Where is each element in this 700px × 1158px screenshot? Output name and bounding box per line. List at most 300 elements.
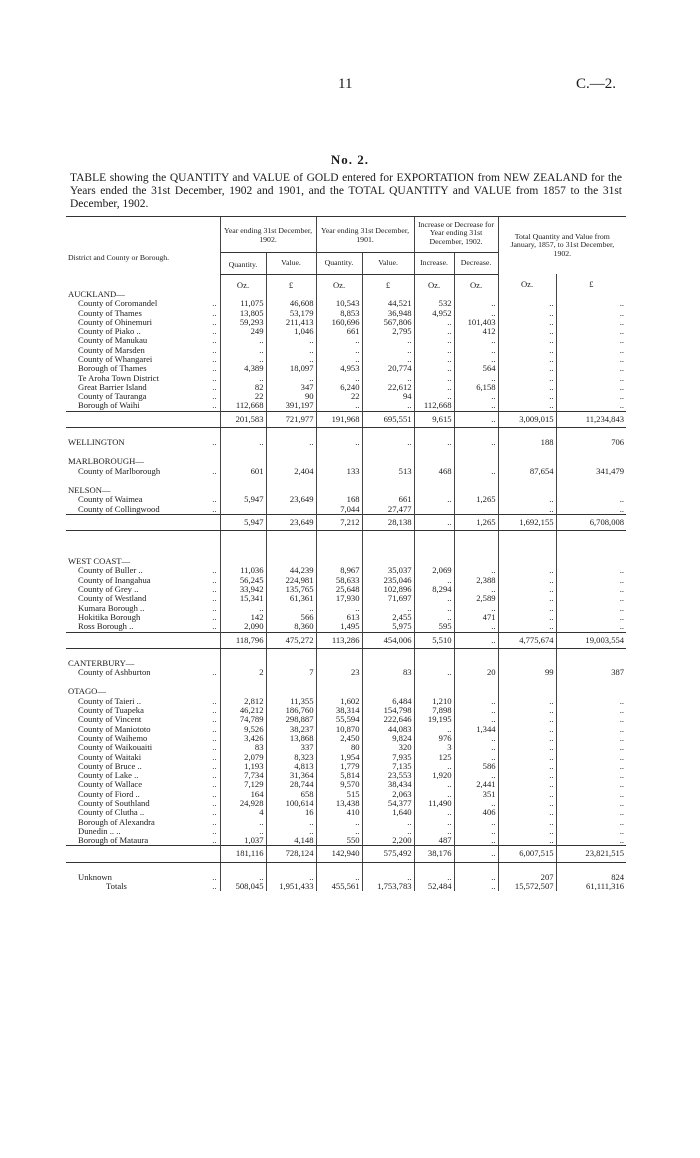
row-value: 1,046 <box>266 327 316 336</box>
row-value: 38,434 <box>362 780 414 789</box>
spacer-cell <box>498 476 556 486</box>
row-label: Borough of Thames <box>78 364 147 374</box>
row-value: .. <box>556 780 626 789</box>
row-label: Hokitika Borough <box>78 612 141 622</box>
row-value: .. <box>556 753 626 762</box>
table-row <box>66 355 626 364</box>
row-value: 1,951,433 <box>266 882 316 891</box>
row-value: .. <box>266 818 316 827</box>
row-value: 976 <box>414 734 454 743</box>
paper-reference: C.—2. <box>576 76 617 92</box>
spacer-cell <box>362 531 414 558</box>
spacer-cell <box>362 648 414 659</box>
table-row <box>66 336 626 345</box>
row-value: 222,646 <box>362 715 414 724</box>
row-value: 412 <box>454 327 498 336</box>
table-title: No. 2. <box>330 152 370 167</box>
row-value: .. <box>316 827 362 836</box>
row-value: 1,193 <box>220 762 266 771</box>
page-number: 11 <box>338 76 353 92</box>
row-value: .. <box>454 585 498 594</box>
row-value: .. <box>220 827 266 836</box>
row-value: .. <box>414 873 454 882</box>
spacer-cell <box>556 428 626 439</box>
row-value: .. <box>220 346 266 355</box>
spacer-cell <box>454 648 498 659</box>
heading-cell <box>414 457 454 466</box>
row-value: .. <box>362 401 414 411</box>
header-year-1901: Year ending 31st December, 1901. <box>316 217 414 253</box>
spacer-cell <box>66 447 206 457</box>
heading-cell <box>414 486 454 495</box>
row-value: 27,477 <box>362 505 414 515</box>
spacer-cell <box>66 648 206 659</box>
row-value: 13,868 <box>266 734 316 743</box>
row-value: 5,510 <box>414 632 454 648</box>
spacer-row <box>66 648 626 659</box>
row-value: .. <box>414 808 454 817</box>
heading-cell <box>362 486 414 495</box>
row-value: 83 <box>362 668 414 677</box>
header-total: Total Quantity and Value from January, 1857, to 31st December, 1902. <box>498 217 626 275</box>
row-value: 10,543 <box>316 299 362 308</box>
row-value: .. <box>498 780 556 789</box>
row-leader <box>206 632 220 648</box>
spacer-cell <box>220 428 266 439</box>
row-value: .. <box>414 780 454 789</box>
row-value: 658 <box>266 790 316 799</box>
row-value: .. <box>498 355 556 364</box>
heading-cell <box>454 687 498 696</box>
heading-cell <box>220 486 266 495</box>
table-row <box>66 309 626 318</box>
table-row <box>66 327 626 336</box>
row-value: 55,594 <box>316 715 362 724</box>
row-value: .. <box>454 743 498 752</box>
table-row <box>66 753 626 762</box>
heading-cell <box>266 659 316 668</box>
row-leader: .. <box>212 808 217 818</box>
row-value: 94 <box>362 392 414 401</box>
row-value: 135,765 <box>266 585 316 594</box>
spacer-cell <box>266 476 316 486</box>
header-quantity-1902: Quantity. <box>220 253 266 274</box>
row-value: 721,977 <box>266 411 316 427</box>
row-value: .. <box>454 846 498 862</box>
row-value: .. <box>414 318 454 327</box>
spacer-cell <box>316 648 362 659</box>
table-row <box>66 762 626 771</box>
row-value: 7 <box>266 668 316 677</box>
row-value: .. <box>556 604 626 613</box>
row-value: 118,796 <box>220 632 266 648</box>
heading-cell <box>414 290 454 299</box>
row-value: 112,668 <box>220 401 266 411</box>
row-value: .. <box>414 818 454 827</box>
spacer-cell <box>362 677 414 687</box>
heading-cell <box>316 687 362 696</box>
row-value: .. <box>556 576 626 585</box>
row-value: 298,887 <box>266 715 316 724</box>
heading-cell <box>206 557 220 566</box>
row-value: .. <box>414 355 454 364</box>
spacer-cell <box>556 447 626 457</box>
row-value: .. <box>498 327 556 336</box>
row-value: 3 <box>414 743 454 752</box>
row-leader: .. <box>212 504 217 514</box>
row-value: 154,798 <box>362 706 414 715</box>
spacer-cell <box>206 428 220 439</box>
row-leader: .. <box>212 668 217 678</box>
row-value: 19,195 <box>414 715 454 724</box>
row-value: 5,814 <box>316 771 362 780</box>
heading-cell <box>362 457 414 466</box>
row-value: 6,240 <box>316 383 362 392</box>
row-value: 61,111,316 <box>556 882 626 891</box>
row-value: .. <box>266 873 316 882</box>
row-value: 4,775,674 <box>498 632 556 648</box>
row-value: .. <box>556 309 626 318</box>
row-value: 36,948 <box>362 309 414 318</box>
spacer-cell <box>498 648 556 659</box>
row-value: 8,294 <box>414 585 454 594</box>
row-value: .. <box>498 585 556 594</box>
row-label: County of Westland <box>78 594 147 604</box>
row-value: 454,006 <box>362 632 414 648</box>
row-value: .. <box>316 374 362 383</box>
spacer-cell <box>454 428 498 439</box>
row-label: Ross Borough .. <box>78 622 134 632</box>
row-value: .. <box>556 836 626 846</box>
table-row <box>66 743 626 752</box>
row-value: 74,789 <box>220 715 266 724</box>
row-value: .. <box>556 566 626 575</box>
units-spacer <box>66 274 206 290</box>
row-value: 11,036 <box>220 566 266 575</box>
table-row <box>66 318 626 327</box>
row-label: County of Grey .. <box>78 585 139 595</box>
row-label: County of Buller .. <box>78 566 143 576</box>
heading-cell <box>316 290 362 299</box>
row-value: 15,341 <box>220 594 266 603</box>
spacer-cell <box>66 476 206 486</box>
row-value: 44,239 <box>266 566 316 575</box>
row-value: .. <box>316 401 362 411</box>
row-value: 2,404 <box>266 467 316 476</box>
row-value: .. <box>556 706 626 715</box>
row-leader: .. <box>212 299 217 309</box>
section-heading <box>66 486 626 495</box>
row-value: .. <box>220 604 266 613</box>
row-value: 1,692,155 <box>498 514 556 530</box>
row-value: 2,069 <box>414 566 454 575</box>
spacer-cell <box>454 531 498 558</box>
row-value: .. <box>454 882 498 891</box>
row-value: .. <box>220 355 266 364</box>
heading-cell <box>556 290 626 299</box>
header-increase-decrease: Increase or Decrease for Year ending 31st December, 1902. <box>414 217 498 253</box>
heading-cell <box>220 659 266 668</box>
row-value: 7,935 <box>362 753 414 762</box>
row-value: .. <box>454 873 498 882</box>
row-leader: .. <box>212 715 217 725</box>
row-value: .. <box>220 438 266 447</box>
row-value: .. <box>454 299 498 308</box>
table-row <box>66 818 626 827</box>
row-value: 13,438 <box>316 799 362 808</box>
header-year-1902: Year ending 31st December, 1902. <box>220 217 316 253</box>
row-leader: .. <box>212 752 217 762</box>
row-value: .. <box>220 374 266 383</box>
row-value: 28,138 <box>362 514 414 530</box>
section-heading <box>66 457 626 466</box>
heading-cell <box>266 457 316 466</box>
header-increase: Increase. <box>414 253 454 274</box>
row-value: 25,648 <box>316 585 362 594</box>
row-value: 7,135 <box>362 762 414 771</box>
row-label: County of Tauranga <box>78 392 147 402</box>
row-value: .. <box>556 505 626 515</box>
row-label: Unknown <box>78 872 112 882</box>
row-value: .. <box>414 604 454 613</box>
row-label: County of Ohinemuri <box>78 317 152 327</box>
row-value: 224,981 <box>266 576 316 585</box>
row-value: .. <box>498 566 556 575</box>
row-label: County of Maniototo <box>78 724 151 734</box>
table-row <box>66 604 626 613</box>
row-value: .. <box>266 604 316 613</box>
row-label: Kumara Borough .. <box>78 603 145 613</box>
row-leader: .. <box>212 317 217 327</box>
spacer-cell <box>414 862 454 873</box>
row-value: .. <box>414 827 454 836</box>
row-value: 2,388 <box>454 576 498 585</box>
row-label: County of Waihemo <box>78 733 148 743</box>
row-value: .. <box>362 818 414 827</box>
row-leader: .. <box>212 733 217 743</box>
row-value: 728,124 <box>266 846 316 862</box>
row-label: County of Marlborough <box>78 466 161 476</box>
row-value: 341,479 <box>556 467 626 476</box>
heading-cell <box>220 457 266 466</box>
spacer-cell <box>454 677 498 687</box>
row-value: .. <box>556 346 626 355</box>
table-row <box>66 808 626 817</box>
spacer-cell <box>220 677 266 687</box>
table-row <box>66 364 626 373</box>
table-row <box>66 622 626 632</box>
row-leader: .. <box>212 364 217 374</box>
row-leader: .. <box>212 696 217 706</box>
row-value: .. <box>316 818 362 827</box>
section-name: MARLBOROUGH— <box>68 457 144 467</box>
row-leader: .. <box>212 761 217 771</box>
header-value-1902: Value. <box>266 253 316 274</box>
row-label: County of Manukau <box>78 336 148 346</box>
row-value: .. <box>498 706 556 715</box>
row-value: 18,097 <box>266 364 316 373</box>
row-value: .. <box>556 725 626 734</box>
row-value: 20,774 <box>362 364 414 373</box>
row-value: 6,007,515 <box>498 846 556 862</box>
row-value: 508,045 <box>220 882 266 891</box>
row-value: 113,286 <box>316 632 362 648</box>
row-value: .. <box>454 697 498 706</box>
table-row <box>66 771 626 780</box>
row-value: .. <box>220 336 266 345</box>
row-label <box>66 632 206 648</box>
section-heading <box>66 290 626 299</box>
row-leader: .. <box>212 566 217 576</box>
spacer-cell <box>362 447 414 457</box>
spacer-cell <box>498 428 556 439</box>
row-value: 133 <box>316 467 362 476</box>
heading-cell <box>498 659 556 668</box>
row-value: 23,649 <box>266 495 316 504</box>
table-row <box>66 566 626 575</box>
row-value: 1,602 <box>316 697 362 706</box>
row-value: .. <box>454 715 498 724</box>
row-leader: .. <box>212 373 217 383</box>
row-value: .. <box>454 818 498 827</box>
row-value: 23 <box>316 668 362 677</box>
subtotal-row <box>66 632 626 648</box>
spacer-cell <box>206 862 220 873</box>
row-value: .. <box>556 374 626 383</box>
table-row <box>66 827 626 836</box>
row-value: 4,148 <box>266 836 316 846</box>
table-caption: TABLE showing the QUANTITY and VALUE of GOLD entered for EXPORTATION from NEW ZEALAND for the Years ended the 31st December, 1902 and 1901, and the TOTAL QUANTITY and VALUE from 1857 to the 31st December, 1902. <box>70 172 622 210</box>
row-value: 5,975 <box>362 622 414 632</box>
row-value: .. <box>414 594 454 603</box>
row-value: .. <box>454 346 498 355</box>
row-value: .. <box>266 438 316 447</box>
row-value: 20 <box>454 668 498 677</box>
spacer-cell <box>220 476 266 486</box>
spacer-cell <box>556 648 626 659</box>
row-value: .. <box>220 818 266 827</box>
row-value: .. <box>454 734 498 743</box>
spacer-cell <box>362 476 414 486</box>
row-value: .. <box>556 585 626 594</box>
spacer-cell <box>266 531 316 558</box>
row-value: .. <box>362 827 414 836</box>
spacer-cell <box>414 531 454 558</box>
row-leader: .. <box>212 622 217 632</box>
heading-cell <box>498 687 556 696</box>
row-value: 82 <box>220 383 266 392</box>
row-value: 9,570 <box>316 780 362 789</box>
row-value: 7,734 <box>220 771 266 780</box>
row-value: 164 <box>220 790 266 799</box>
table-row <box>66 594 626 603</box>
row-value: 9,824 <box>362 734 414 743</box>
row-value: .. <box>220 873 266 882</box>
subtotal-row <box>66 411 626 427</box>
heading-cell <box>556 687 626 696</box>
subtotal-row <box>66 846 626 862</box>
row-value: .. <box>266 336 316 345</box>
table-row <box>66 505 626 515</box>
row-value: .. <box>414 613 454 622</box>
table-row <box>66 780 626 789</box>
row-value: 22 <box>220 392 266 401</box>
row-value: 471 <box>454 613 498 622</box>
row-leader: .. <box>212 743 217 753</box>
row-leader: .. <box>212 603 217 613</box>
row-value: 2,090 <box>220 622 266 632</box>
heading-cell <box>316 457 362 466</box>
row-value: .. <box>362 438 414 447</box>
row-value: .. <box>556 355 626 364</box>
row-value: 181,116 <box>220 846 266 862</box>
row-label <box>66 846 206 862</box>
row-value: 168 <box>316 495 362 504</box>
spacer-cell <box>266 677 316 687</box>
row-value: .. <box>556 318 626 327</box>
unit-label: Oz. <box>316 274 362 290</box>
row-value: 1,920 <box>414 771 454 780</box>
row-label: County of Waikouaiti <box>78 743 153 753</box>
row-value: .. <box>556 622 626 632</box>
row-value: 38,314 <box>316 706 362 715</box>
table-row <box>66 401 626 411</box>
heading-cell <box>556 457 626 466</box>
row-value: .. <box>498 725 556 734</box>
row-value: 44,083 <box>362 725 414 734</box>
row-value: .. <box>362 355 414 364</box>
row-value: 87,654 <box>498 467 556 476</box>
table-row <box>66 374 626 383</box>
row-value: 2,812 <box>220 697 266 706</box>
row-value: .. <box>266 355 316 364</box>
row-leader: .. <box>212 327 217 337</box>
row-value: 90 <box>266 392 316 401</box>
row-value: .. <box>498 383 556 392</box>
row-leader: .. <box>212 382 217 392</box>
row-value: 46,608 <box>266 299 316 308</box>
row-value: 2,795 <box>362 327 414 336</box>
row-value: 3,426 <box>220 734 266 743</box>
row-label: Borough of Mataura <box>78 836 149 846</box>
row-value: 8,967 <box>316 566 362 575</box>
row-value: 706 <box>556 438 626 447</box>
row-value: .. <box>556 790 626 799</box>
row-value: .. <box>414 725 454 734</box>
table-row <box>66 346 626 355</box>
row-value: 468 <box>414 467 454 476</box>
row-value: 1,037 <box>220 836 266 846</box>
row-value: 320 <box>362 743 414 752</box>
row-value: .. <box>414 514 454 530</box>
row-value: 4 <box>220 808 266 817</box>
row-value <box>454 505 498 515</box>
heading-cell <box>362 659 414 668</box>
row-value: 80 <box>316 743 362 752</box>
row-value: 406 <box>454 808 498 817</box>
spacer-cell <box>498 862 556 873</box>
heading-cell <box>266 290 316 299</box>
row-value: 2,589 <box>454 594 498 603</box>
row-leader: .. <box>212 798 217 808</box>
table-row <box>66 576 626 585</box>
heading-cell <box>266 557 316 566</box>
spacer-cell <box>454 476 498 486</box>
row-value: 23,821,515 <box>556 846 626 862</box>
heading-cell <box>414 557 454 566</box>
row-leader: .. <box>212 872 217 882</box>
row-value: .. <box>454 411 498 427</box>
